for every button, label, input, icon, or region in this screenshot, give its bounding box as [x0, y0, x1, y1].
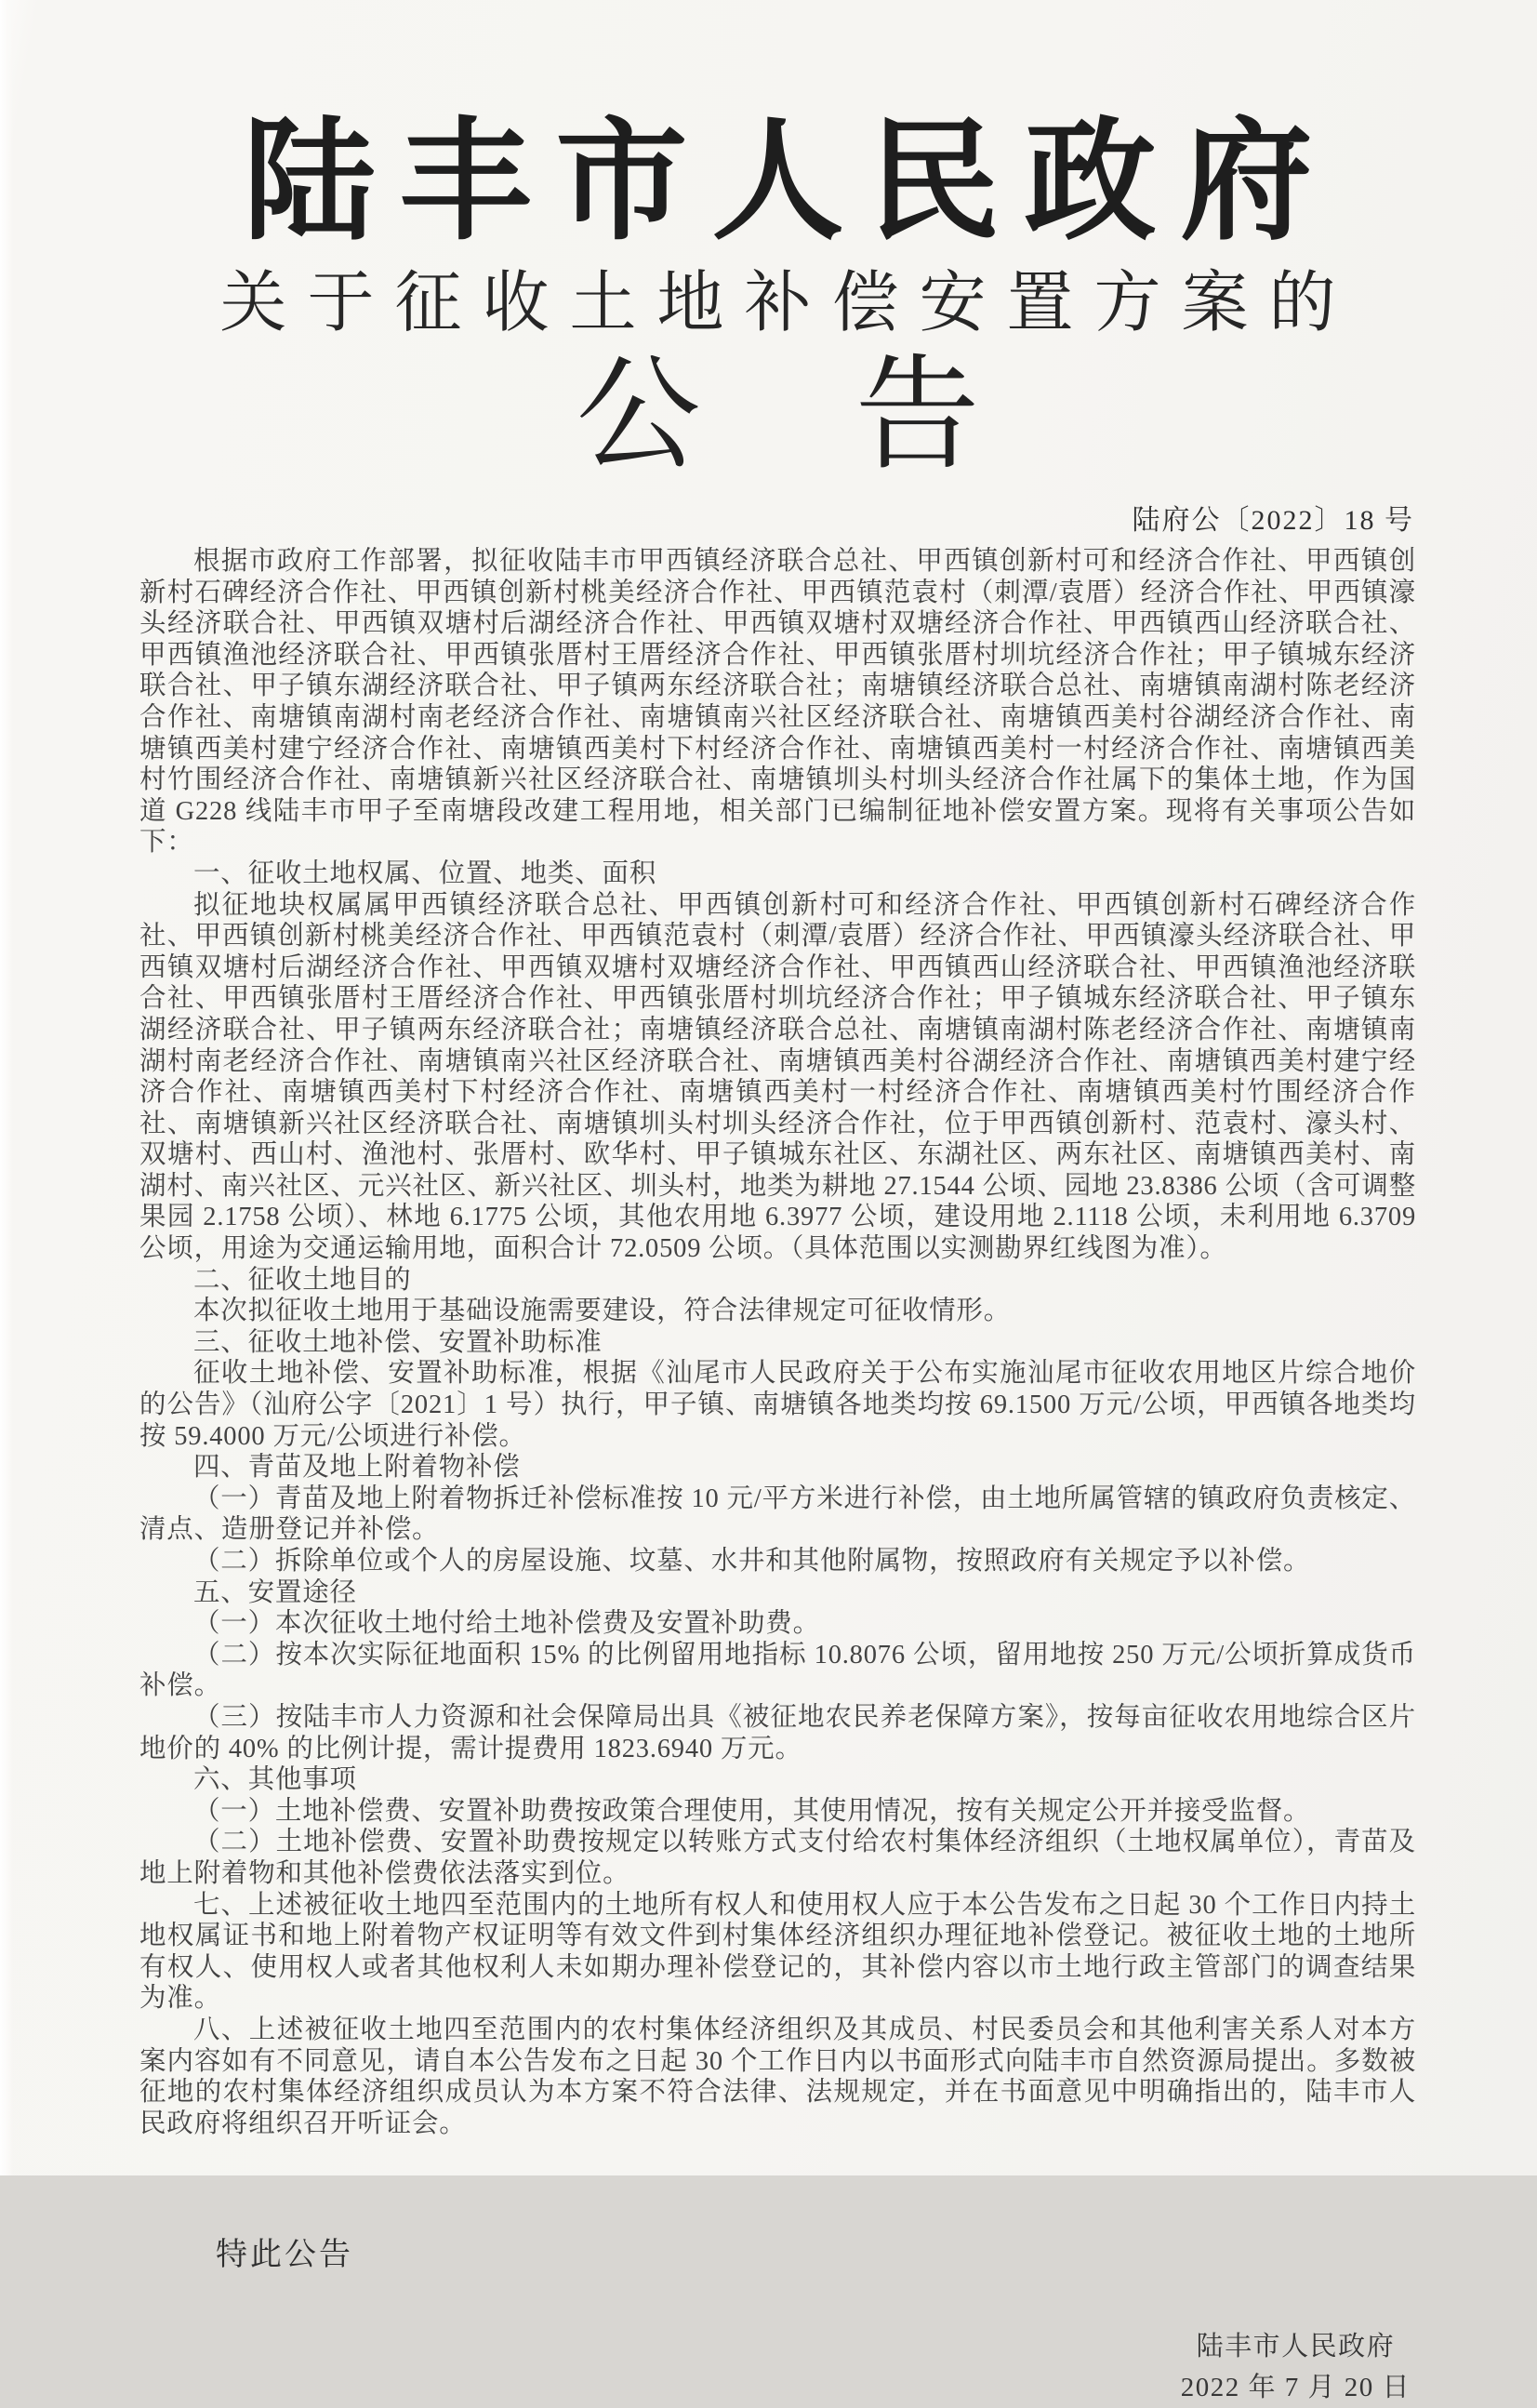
paragraph: 七、上述被征收土地四至范围内的土地所有权人和使用权人应于本公告发布之日起 30 个工作日内持土地权属证书和地上附着物产权证明等有效文件到村集体经济组织办理征地补偿登记。被征收土地的土地所有权人、使用权人或者其他权利人未如期办理补偿登记的，其补偿内容以市土地行政主管部门的调查结果为准。 — [139, 1890, 1416, 2014]
doc-number: 陆府公〔2022〕18 号 — [1132, 505, 1414, 537]
notice-char-1: 公 — [576, 346, 701, 485]
paragraph: 拟征地块权属属甲西镇经济联合总社、甲西镇创新村可和经济合作社、甲西镇创新村石碑经济合作社、甲西镇创新村桃美经济合作社、甲西镇范袁村（刺潭/袁厝）经济合作社、甲西镇濠头经济联合社、甲西镇双塘村后湖经济合作社、甲西镇双塘村双塘经济合作社、甲西镇西山经济联合社、甲西镇渔池经济联合社、甲西镇张厝村王厝经济合作社、甲西镇张厝村圳坑经济合作社；甲子镇城东经济联合社、甲子镇东湖经济联合社、甲子镇两东经济联合社；南塘镇经济联合总社、南塘镇南湖村陈老经济合作社、南塘镇南湖村南老经济合作社、南塘镇南兴社区经济联合社、南塘镇西美村谷湖经济合作社、南塘镇西美村建宁经济合作社、南塘镇西美村下村经济合作社、南塘镇西美村一村经济合作社、南塘镇西美村竹围经济合作社、南塘镇新兴社区经济联合社、南塘镇圳头村圳头经济合作社，位于甲西镇创新村、范袁村、濠头村、双塘村、西山村、渔池村、张厝村、欧华村、甲子镇城东社区、东湖社区、两东社区、南塘镇西美村、南湖村、南兴社区、元兴社区、新兴社区、圳头村，地类为耕地 27.1544 公顷、园地 23.8386 公顷（含可调整果园 2.1758 公顷）、林地 6.1775 公顷，其他农用地 6.3977 公顷，建设用地 2.1118 公顷，未利用地 6.3709 公顷，用途为交通运输用地，面积合计 72.0509 公顷。（具体范围以实测勘界红线图为准）。 — [139, 890, 1416, 1264]
signer-name: 陆丰市人民政府 — [1196, 2332, 1396, 2362]
paragraph: （二）按本次实际征地面积 15% 的比例留用地指标 10.8076 公顷，留用地按 250 万元/公顷折算成货币补偿。 — [139, 1640, 1416, 1701]
paragraph: 根据市政府工作部署，拟征收陆丰市甲西镇经济联合总社、甲西镇创新村可和经济合作社、甲西镇创新村石碑经济合作社、甲西镇创新村桃美经济合作社、甲西镇范袁村（刺潭/袁厝）经济合作社、甲西镇濠头经济联合社、甲西镇双塘村后湖经济合作社、甲西镇双塘村双塘经济合作社、甲西镇西山经济联合社、甲西镇渔池经济联合社、甲西镇张厝村王厝经济合作社、甲西镇张厝村圳坑经济合作社；甲子镇城东经济联合社、甲子镇东湖经济联合社、甲子镇两东经济联合社；南塘镇经济联合总社、南塘镇南湖村陈老经济合作社、南塘镇南湖村南老经济合作社、南塘镇南兴社区经济联合社、南塘镇西美村谷湖经济合作社、南塘镇西美村建宁经济合作社、南塘镇西美村下村经济合作社、南塘镇西美村一村经济合作社、南塘镇西美村竹围经济合作社、南塘镇新兴社区经济联合社、南塘镇圳头村圳头经济合作社属下的集体土地，作为国道 G228 线陆丰市甲子至南塘段改建工程用地，相关部门已编制征地补偿安置方案。现将有关事项公告如下： — [139, 547, 1416, 858]
paragraph: 六、其他事项 — [193, 1765, 357, 1795]
paragraph: 五、安置途径 — [193, 1577, 357, 1607]
paragraph: （二）土地补偿费、安置补助费按规定以转账方式支付给农村集体经济组织（土地权属单位），青苗及地上附着物和其他补偿费依法落实到位。 — [139, 1828, 1416, 1888]
paragraph: 三、征收土地补偿、安置补助标准 — [193, 1327, 603, 1357]
paragraph: 八、上述被征收土地四至范围内的农村集体经济组织及其成员、村民委员会和其他利害关系人对本方案内容如有不同意见，请自本公告发布之日起 30 个工作日内以书面形式向陆丰市自然资源局提出。多数被征地的农村集体经济组织成员认为本方案不符合法律、法规规定，并在书面意见中明确指出的，陆丰市人民政府将组织召开听证会。 — [139, 2015, 1416, 2138]
paragraph: 本次拟征收土地用于基础设施需要建设，符合法律规定可征收情形。 — [193, 1297, 1012, 1326]
paragraph: 二、征收土地目的 — [193, 1265, 412, 1295]
paragraph: 征收土地补偿、安置补助标准，根据《汕尾市人民政府关于公布实施汕尾市征收农用地区片综合地价的公告》（汕府公字〔2021〕1 号）执行，甲子镇、南塘镇各地类均按 69.1500 万元/公顷，甲西镇各地类均按 59.4000 万元/公顷进行补偿。 — [139, 1359, 1416, 1451]
paragraph: 一、征收土地权属、位置、地类、面积 — [193, 858, 657, 888]
scan-edge-artifact — [0, 0, 13, 2175]
paragraph: （一）土地补偿费、安置补助费按政策合理使用，其使用情况，按有关规定公开并接受监督。 — [193, 1796, 1311, 1826]
notice-title — [139, 346, 1416, 486]
document-content — [139, 0, 1416, 2408]
signature-block — [1181, 2326, 1411, 2408]
paragraph: （三）按陆丰市人力资源和社会保障局出具《被征地农民养老保障方案》，按每亩征收农用地综合区片地价的 40% 的比例计提，需计提费用 1823.6940 万元。 — [139, 1702, 1416, 1763]
closing-phrase: 特此公告 — [216, 2238, 353, 2273]
paragraph: （一）青苗及地上附着物拆迁补偿标准按 10 元/平方米进行补偿，由土地所属管辖的镇政府负责核定、清点、造册登记并补偿。 — [139, 1483, 1416, 1545]
paragraph: 四、青苗及地上附着物补偿 — [193, 1453, 521, 1483]
paragraph: （二）拆除单位或个人的房屋设施、坟墓、水井和其他附属物，按照政府有关规定予以补偿。 — [193, 1547, 1311, 1577]
paragraph: （一）本次征收土地付给土地补偿费及安置补助费。 — [193, 1609, 820, 1639]
notice-char-2: 告 — [855, 346, 980, 485]
body-paragraphs — [139, 546, 1416, 2139]
subject-line: 关于征收土地补偿安置方案的 — [219, 266, 1357, 341]
sign-date: 2022 年 7 月 20 日 — [1180, 2373, 1411, 2403]
issuer-title: 陆丰市人民政府 — [243, 109, 1337, 256]
